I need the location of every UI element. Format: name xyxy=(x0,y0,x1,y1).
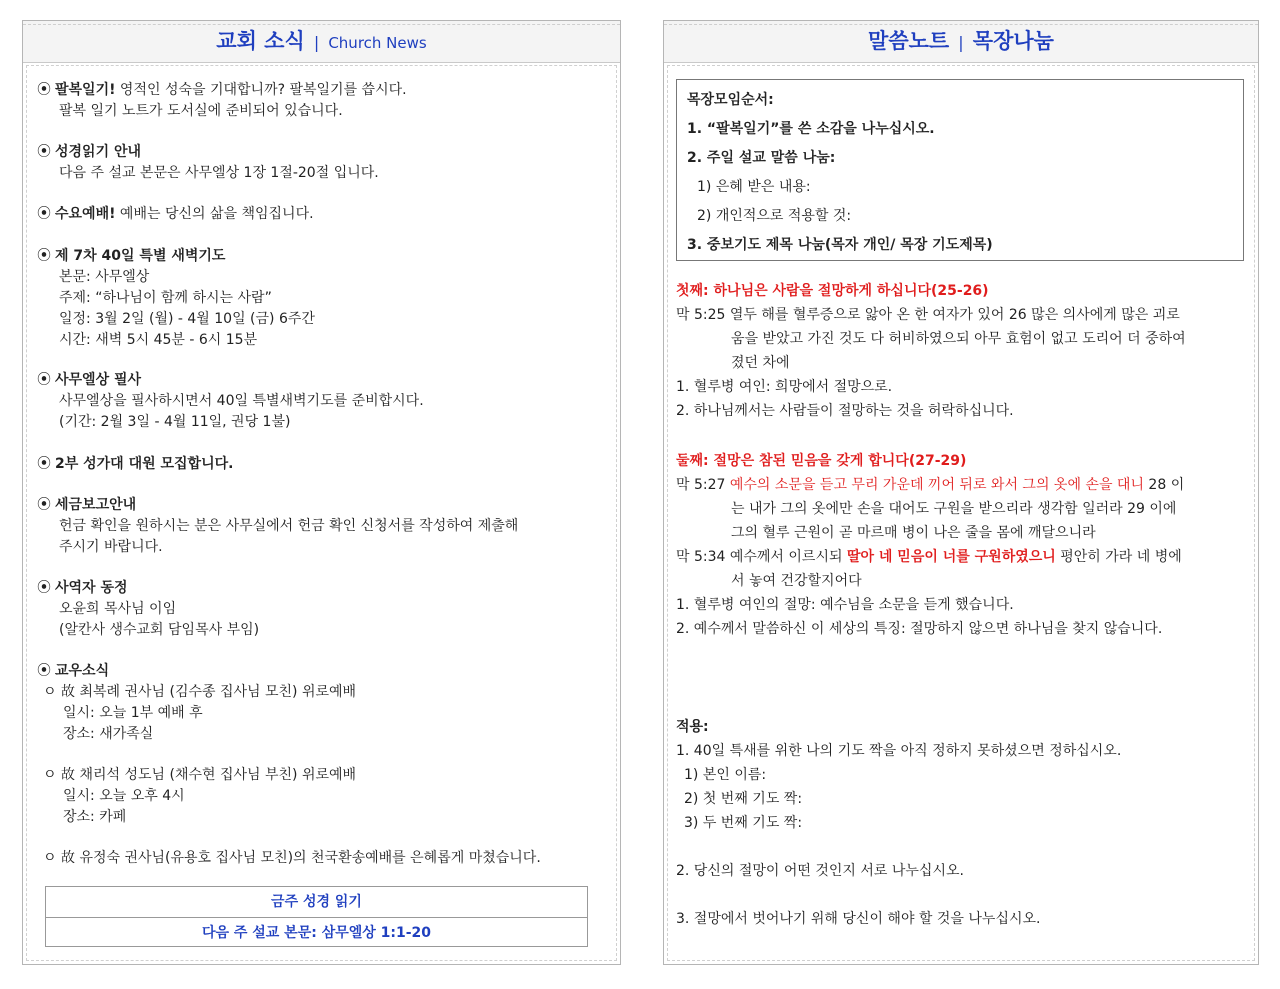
bullet-icon: ⦿ xyxy=(37,144,51,160)
church-news-subtitle: Church News xyxy=(328,34,427,52)
sermon-note-header xyxy=(664,21,1258,63)
circle-bullet-icon: ㅇ xyxy=(43,767,57,783)
news-item-member-news xyxy=(37,661,610,745)
header-dashed-line xyxy=(664,24,1258,25)
news-item-title: 팔복일기! xyxy=(55,82,116,98)
verse-text: 서 놓여 건강할지어다 xyxy=(731,573,862,589)
cell-sharing-title: 목장나눔 xyxy=(972,29,1054,53)
member-news-item-2 xyxy=(37,765,610,828)
news-item-text: (기간: 2월 3일 - 4월 11일, 권당 1불) xyxy=(59,414,291,430)
application-subitem: 3) 두 번째 기도 짝: xyxy=(684,815,803,831)
news-item-tax-report xyxy=(37,495,610,558)
verse-text: 졌던 차에 xyxy=(731,355,790,371)
news-item-text: 주시기 바랍니다. xyxy=(59,539,163,555)
sermon-subpoint: 1. 혈루병 여인: 희망에서 절망으로. xyxy=(676,379,893,395)
news-item-title: 제 7차 40일 특별 새벽기도 xyxy=(55,248,226,264)
member-news-head: 故 채리석 성도님 (채수현 집사님 부친) 위로예배 xyxy=(61,767,357,783)
news-item-minister xyxy=(37,578,610,641)
news-item-text: 주제: “하나님이 함께 하시는 사람” xyxy=(59,290,272,306)
sermon-subpoint: 2. 하나님께서는 사람들이 절망하는 것을 허락하십니다. xyxy=(676,403,1014,419)
header-dashed-line xyxy=(23,24,620,25)
news-item-title: 세금보고안내 xyxy=(55,497,137,513)
news-item-title: 2부 성가대 대원 모집합니다. xyxy=(55,456,234,472)
title-separator: | xyxy=(313,33,320,52)
church-news-title: 교회 소식 xyxy=(216,29,305,53)
member-news-detail: 장소: 카페 xyxy=(63,809,127,825)
application-subitem: 1) 본인 이름: xyxy=(684,767,767,783)
application-subitem: 2) 첫 번째 기도 짝: xyxy=(684,791,803,807)
application-title: 적용: xyxy=(676,719,709,735)
cell-meeting-order-box xyxy=(676,79,1244,261)
sermon-subpoint: 1. 혈루병 여인의 절망: 예수님을 소문을 듣게 했습니다. xyxy=(676,597,1014,613)
news-item-bible-reading xyxy=(37,142,610,184)
verse-highlight: 예수의 소문을 듣고 무리 가운데 끼어 뒤로 와서 그의 옷에 손을 대니 xyxy=(729,477,1144,493)
news-item-text: 사무엘상을 필사하시면서 40일 특별새벽기도를 준비합시다. xyxy=(59,393,424,409)
member-news-head: 故 유정숙 권사님(유용호 집사님 모친)의 천국환송예배를 은혜롭게 마쳤습니다. xyxy=(61,850,541,866)
news-item-text: 영적인 성숙을 기대합니까? 팔복일기를 씁시다. xyxy=(115,82,407,98)
news-item-text: 예배는 당신의 삶을 책임집니다. xyxy=(115,206,314,222)
verse-text: 평안히 가라 네 병에 xyxy=(1055,549,1182,565)
circle-bullet-icon: ㅇ xyxy=(43,684,57,700)
member-news-head: 故 최복례 권사님 (김수종 집사님 모친) 위로예배 xyxy=(61,684,357,700)
verse-text: 열두 해를 혈루증으로 앓아 온 한 여자가 있어 26 많은 의사에게 많은 괴로 xyxy=(725,307,1180,323)
news-item-title: 사무엘상 필사 xyxy=(55,372,142,388)
news-item-text: 팔복 일기 노트가 도서실에 준비되어 있습니다. xyxy=(59,103,343,119)
bullet-icon: ⦿ xyxy=(37,206,51,222)
member-news-item-3 xyxy=(37,848,610,869)
application-section xyxy=(676,715,1244,931)
application-item: 1. 40일 특새를 위한 나의 기도 짝을 아직 정하지 못하셨으면 정하십시오. xyxy=(676,743,1122,759)
sermon-note-title: 말씀노트 xyxy=(868,29,950,53)
bullet-icon: ⦿ xyxy=(37,663,51,679)
news-item-text: (알칸사 생수교회 담임목사 부임) xyxy=(59,622,260,638)
news-item-text: 시간: 새벽 5시 45분 - 6시 15분 xyxy=(59,332,258,348)
sermon-point-heading: 둘째: 절망은 참된 믿음을 갖게 합니다(27-29) xyxy=(676,453,967,469)
news-item-samuel-copy xyxy=(37,370,610,433)
news-item-dawn-prayer xyxy=(37,246,610,351)
verse-text: 움을 받았고 가진 것도 다 허비하였으되 아무 효험이 없고 도리어 더 중하여 xyxy=(731,331,1186,347)
bullet-icon: ⦿ xyxy=(37,372,51,388)
bible-reading-title: 금주 성경 읽기 xyxy=(46,887,587,918)
news-item-choir xyxy=(37,454,610,475)
bible-reading-box xyxy=(45,886,588,947)
verse-ref: 막 5:27 xyxy=(676,477,730,493)
order-item: 2. 주일 설교 말씀 나눔: xyxy=(687,150,836,166)
member-news-detail: 일시: 오늘 1부 예배 후 xyxy=(63,705,203,721)
verse-ref: 막 5:34 예수께서 이르시되 xyxy=(676,549,847,565)
bullet-icon: ⦿ xyxy=(37,456,51,472)
bullet-icon: ⦿ xyxy=(37,248,51,264)
order-item: 3. 중보기도 제목 나눔(목자 개인/ 목장 기도제목) xyxy=(687,237,993,253)
circle-bullet-icon: ㅇ xyxy=(43,850,57,866)
spacer xyxy=(676,883,1244,907)
news-item-title: 수요예배! xyxy=(55,206,116,222)
title-separator: | xyxy=(958,33,964,52)
order-title: 목장모임순서: xyxy=(687,92,774,108)
sermon-point-1 xyxy=(676,279,1244,423)
news-item-text: 헌금 확인을 원하시는 분은 사무실에서 헌금 확인 신청서를 작성하여 제출해 xyxy=(59,518,519,534)
order-subitem: 2) 개인적으로 적용할 것: xyxy=(697,208,852,224)
news-item-text: 본문: 사무엘상 xyxy=(59,269,150,285)
verse-text: 28 이 xyxy=(1143,477,1185,493)
spacer xyxy=(676,835,1244,859)
member-news-detail: 일시: 오늘 오후 4시 xyxy=(63,788,185,804)
order-subitem: 1) 은혜 받은 내용: xyxy=(697,179,811,195)
news-item-gratitude-diary xyxy=(37,80,610,122)
news-item-title: 사역자 동정 xyxy=(55,580,128,596)
news-item-text: 다음 주 설교 본문은 사무엘상 1장 1절-20절 입니다. xyxy=(59,165,379,181)
news-item-title: 교우소식 xyxy=(55,663,110,679)
sermon-subpoint: 2. 예수께서 말씀하신 이 세상의 특징: 절망하지 않으면 하나님을 찾지 않습니다. xyxy=(676,621,1163,637)
sermon-note-panel xyxy=(663,20,1259,965)
order-item: 1. “팔복일기”를 쓴 소감을 나누십시오. xyxy=(687,121,935,137)
news-item-title: 성경읽기 안내 xyxy=(55,144,142,160)
sermon-point-2 xyxy=(676,449,1244,641)
verse-text: 그의 혈루 근원이 곧 마르매 병이 나은 줄을 몸에 깨달으니라 xyxy=(731,525,1096,541)
bullet-icon: ⦿ xyxy=(37,497,51,513)
church-news-header xyxy=(23,21,620,63)
verse-text: 는 내가 그의 옷에만 손을 대어도 구원을 받으리라 생각함 일러라 29 이에 xyxy=(731,501,1177,517)
news-item-wednesday-service xyxy=(37,204,610,225)
application-item: 3. 절망에서 벗어나기 위해 당신이 해야 할 것을 나누십시오. xyxy=(676,911,1041,927)
bullet-icon: ⦿ xyxy=(37,82,51,98)
news-item-text: 오윤희 목사님 이임 xyxy=(59,601,177,617)
church-news-panel xyxy=(22,20,621,965)
news-item-text: 일정: 3월 2일 (월) - 4월 10일 (금) 6주간 xyxy=(59,311,315,327)
next-sermon-text: 다음 주 설교 본문: 삼무엘상 1:1-20 xyxy=(201,925,432,941)
sermon-point-heading: 첫째: 하나님은 사람을 절망하게 하십니다(25-26) xyxy=(676,283,989,299)
bullet-icon: ⦿ xyxy=(37,580,51,596)
application-item: 2. 당신의 절망이 어떤 것인지 서로 나누십시오. xyxy=(676,863,964,879)
verse-highlight: 딸아 네 믿음이 너를 구원하였으니 xyxy=(846,549,1056,565)
verse-ref: 막 5:25 xyxy=(676,307,726,323)
member-news-detail: 장소: 새가족실 xyxy=(63,726,154,742)
